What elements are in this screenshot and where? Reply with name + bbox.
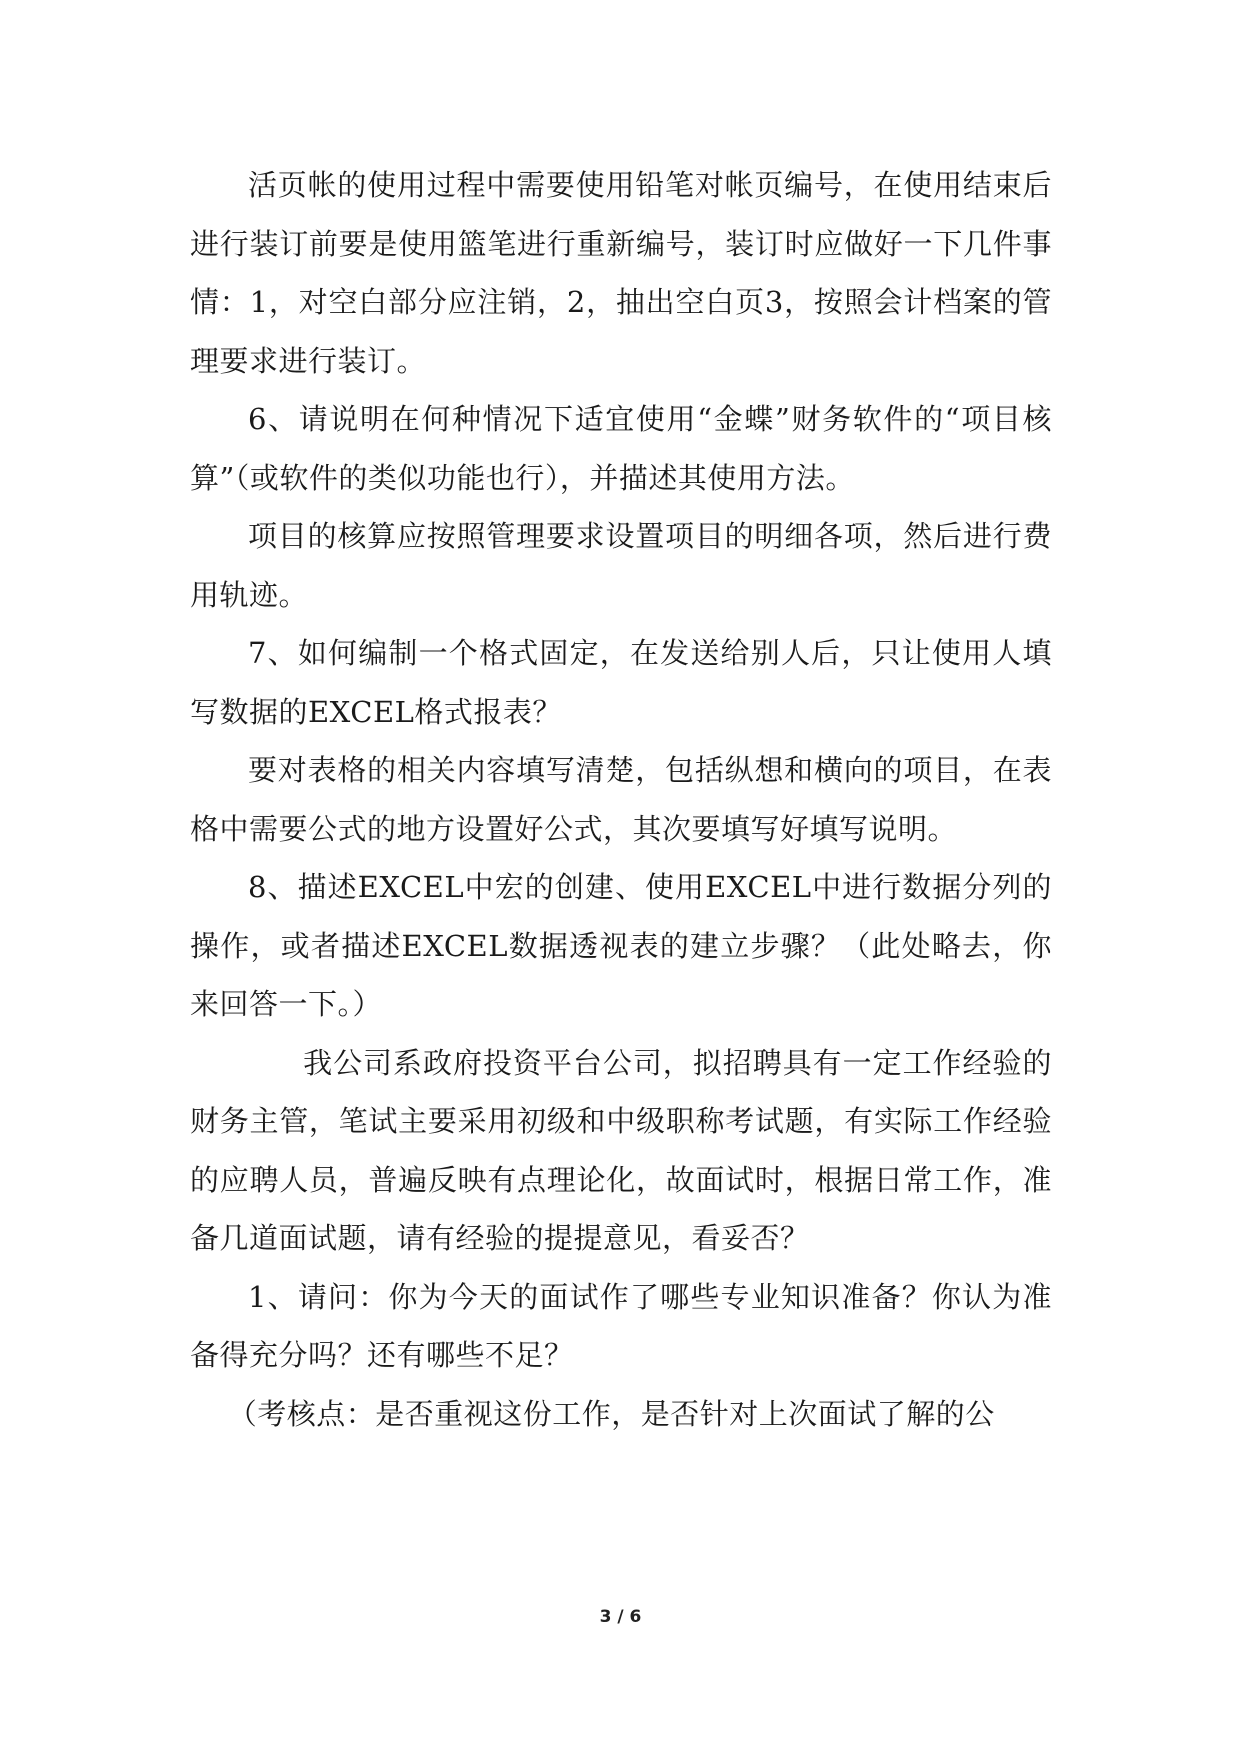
paragraph-answer-7: 要对表格的相关内容填写清楚，包括纵想和横向的项目，在表格中需要公式的地方设置好公式，其次要填写好填写说明。 <box>190 753 1052 846</box>
paragraph-loose-leaf-ledger: 活页帐的使用过程中需要使用铅笔对帐页编号，在使用结束后进行装订前要是使用篮笔进行重新编号，装订时应做好一下几件事情：1，对空白部分应注销，2，抽出空白页3，按照会计档案的管理要求进行装订。 <box>190 168 1052 378</box>
page-number: 3 / 6 <box>599 1607 642 1627</box>
paragraph-question-8: 8、描述EXCEL中宏的创建、使用EXCEL中进行数据分列的操作，或者描述EXCEL数据透视表的建立步骤？（此处略去，你来回答一下。） <box>190 870 1052 1021</box>
paragraph-question-7: 7、如何编制一个格式固定，在发送给别人后，只让使用人填写数据的EXCEL格式报表？ <box>190 636 1052 729</box>
paragraph-interview-question-1: 1、请问：你为今天的面试作了哪些专业知识准备？你认为准备得充分吗？还有哪些不足？ <box>190 1279 1052 1372</box>
paragraph-company-intro: 我公司系政府投资平台公司，拟招聘具有一定工作经验的财务主管，笔试主要采用初级和中级职称考试题，有实际工作经验的应聘人员，普遍反映有点理论化，故面试时，根据日常工作，准备几道面试题，请有经验的提提意见，看妥否？ <box>190 1045 1052 1255</box>
paragraph-assessment-point: （考核点：是否重视这份工作，是否针对上次面试了解的公 <box>227 1396 995 1431</box>
paragraph-question-6: 6、请说明在何种情况下适宜使用“金蝶”财务软件的“项目核算”（或软件的类似功能也行），并描述其使用方法。 <box>190 402 1052 495</box>
paragraph-answer-6: 项目的核算应按照管理要求设置项目的明细各项，然后进行费用轨迹。 <box>190 519 1052 612</box>
document-body <box>190 156 1052 1443</box>
